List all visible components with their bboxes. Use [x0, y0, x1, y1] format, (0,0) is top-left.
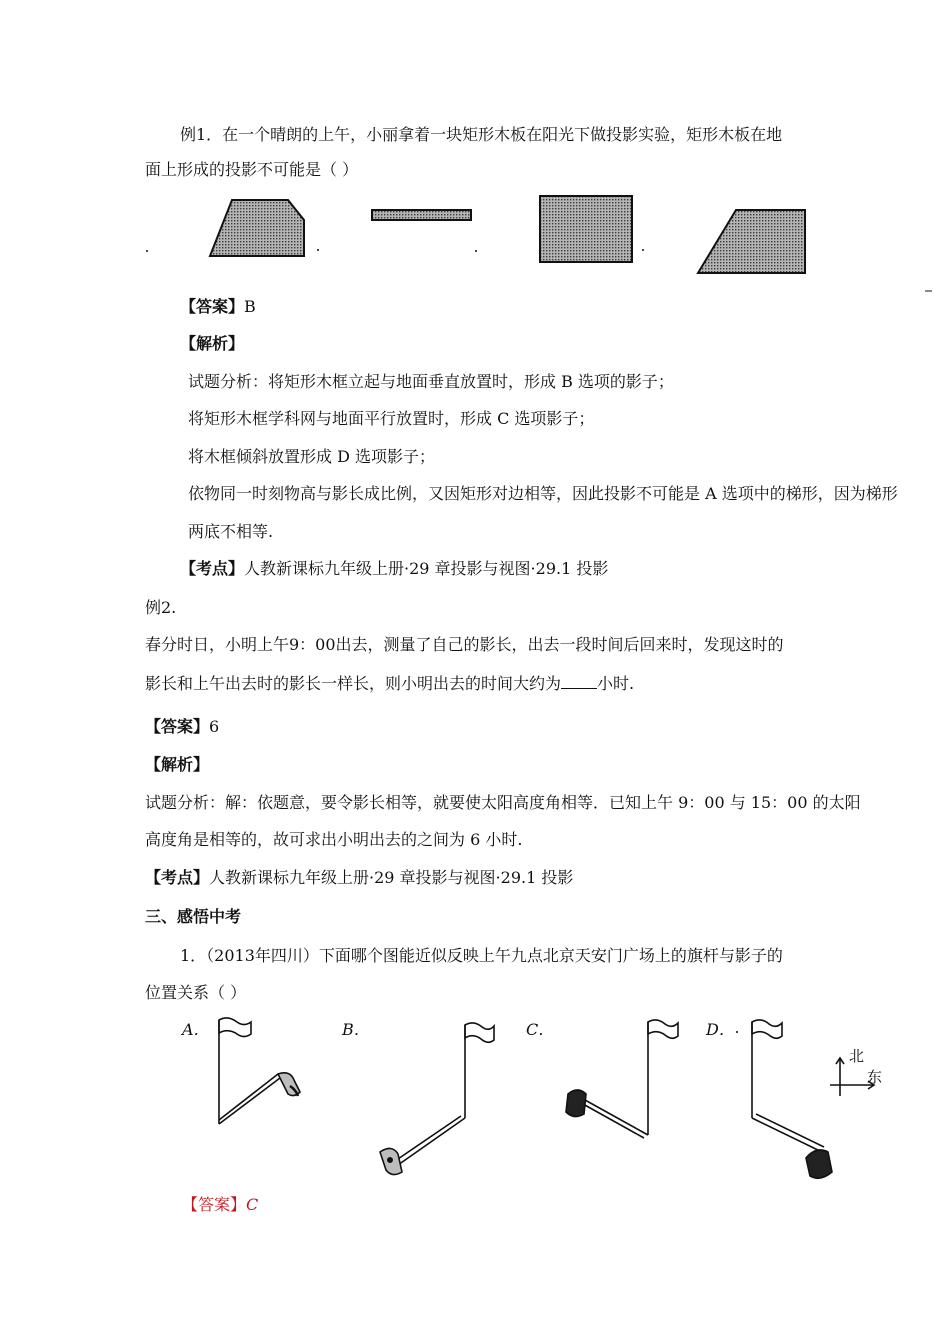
ex2-answer-value: 6 — [209, 717, 220, 736]
shape-b-bar — [372, 210, 471, 220]
ex1-analysis-line3: 将木框倾斜放置形成 D 选项影子； — [188, 447, 436, 466]
ex2-analysis-label: 【解析】 — [145, 755, 210, 774]
dot-mark — [317, 249, 319, 251]
section3-answer — [182, 1194, 258, 1216]
ex1-analysis-line1: 试题分析：将矩形木框立起与地面垂直放置时，形成 B 选项的影子； — [188, 372, 674, 391]
ex2-point-label: 【考点】 — [145, 868, 210, 887]
ex1-analysis-label: 【解析】 — [180, 334, 245, 353]
dot-mark — [736, 1031, 738, 1033]
option-label-d: D． — [706, 1020, 735, 1039]
ex2-point — [145, 867, 573, 889]
ex2-analysis-line2: 高度角是相等的，故可求出小明出去的之间为 6 小时. — [145, 830, 523, 849]
ex2-question-line2a: 影长和上午出去时的影长一样长，则小明出去的时间大约为 — [145, 674, 562, 693]
section3-heading: 三、感悟中考 — [145, 907, 242, 926]
ex2-title: 例2. — [145, 598, 177, 617]
ex2-answer-label: 【答案】 — [145, 717, 210, 736]
option-label-c: C． — [526, 1020, 555, 1039]
ex1-analysis-line2: 将矩形木框学科网与地面平行放置时，形成 C 选项影子； — [188, 409, 595, 428]
ex1-figure — [0, 190, 950, 300]
dot-mark — [475, 250, 477, 252]
dot-mark — [146, 250, 148, 252]
option-label-a: A． — [182, 1020, 210, 1039]
ex1-question-line2: 面上形成的投影不可能是（ ） — [145, 160, 359, 179]
answer-blank — [561, 672, 597, 689]
ex1-answer — [180, 296, 256, 318]
ex1-point-label: 【考点】 — [180, 559, 245, 578]
shape-c-rectangle — [540, 196, 632, 262]
ex2-question-line2b: 小时. — [597, 674, 635, 693]
compass-east-label: 东 — [867, 1068, 883, 1086]
compass-north-label: 北 — [849, 1047, 865, 1065]
ex2-question-line2 — [145, 672, 634, 695]
ex2-point-text: 人教新课标九年级上册·29 章投影与视图·29.1 投影 — [209, 868, 574, 887]
ex1-analysis-line4: 依物同一时刻物高与影长成比例，又因矩形对边相等，因此投影不可能是 A 选项中的梯形，因为梯形 — [188, 484, 898, 503]
figure-c — [566, 1020, 678, 1138]
figure-b — [380, 1023, 494, 1175]
section3-question-line2: 位置关系（ ） — [145, 983, 247, 1002]
ex1-answer-value: B — [244, 297, 256, 316]
flagpole-figures — [0, 1000, 950, 1200]
ex2-analysis-line1: 试题分析：解：依题意，要令影长相等，就要使太阳高度角相等．已知上午 9：00 与 15：00 的太阳 — [145, 793, 861, 812]
ex1-point-text: 人教新课标九年级上册·29 章投影与视图·29.1 投影 — [244, 559, 609, 578]
section3-question-line1: 1．（2013年四川）下面哪个图能近似反映上午九点北京天安门广场上的旗杆与影子的 — [180, 946, 783, 965]
ex2-answer — [145, 716, 219, 738]
section3-answer-value: C — [246, 1195, 259, 1214]
dot-mark — [642, 249, 644, 251]
figure-d — [752, 1020, 832, 1178]
option-label-b: B． — [342, 1020, 370, 1039]
ex1-answer-label: 【答案】 — [180, 297, 245, 316]
ex1-analysis-line5: 两底不相等. — [188, 522, 274, 541]
ex2-question-line1: 春分时日，小明上午9：00出去，测量了自己的影长，出去一段时间后回来时，发现这时的 — [145, 635, 784, 654]
ex1-point — [180, 558, 608, 580]
ex1-question-line1: 例1．在一个晴朗的上午，小丽拿着一块矩形木板在阳光下做投影实验，矩形木板在地 — [180, 125, 783, 144]
shape-a-trapezoid — [210, 200, 304, 256]
section3-answer-label: 【答案】 — [182, 1195, 247, 1214]
shape-d-parallelogram — [698, 210, 805, 273]
figure-a — [219, 1018, 300, 1124]
